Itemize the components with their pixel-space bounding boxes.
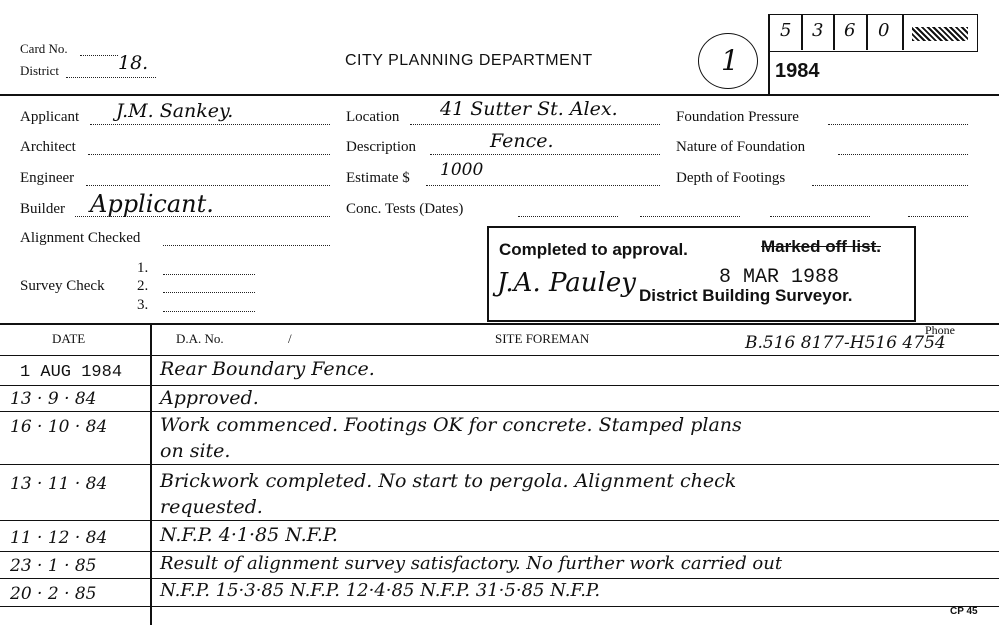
depth-of-footings-label: Depth of Footings [676, 170, 786, 186]
survey-label: Survey Check [20, 278, 105, 294]
description-value: Fence. [490, 130, 554, 152]
row-3-text-cont: on site. [160, 440, 231, 462]
row-4-text-cont: requested. [160, 496, 263, 518]
row-4-date: 13 · 11 · 84 [10, 474, 108, 494]
description-label: Description [346, 139, 416, 155]
row-4-text: Brickwork completed. No start to pergola. Alignment check [160, 470, 737, 492]
row-2-date: 13 · 9 · 84 [10, 389, 97, 409]
foundation-pressure-label: Foundation Pressure [676, 109, 799, 125]
row-5-date: 11 · 12 · 84 [10, 528, 108, 548]
nature-of-foundation-label: Nature of Foundation [676, 139, 806, 155]
row-6-text: Result of alignment survey satisfactory. No further work carried out [160, 553, 783, 574]
estimate-label: Estimate $ [346, 170, 410, 186]
stamp-surveyor-text: District Building Surveyor. [639, 286, 853, 305]
card-digit-1: 5 [780, 20, 792, 41]
stamp-signature: J.A. Pauley [497, 268, 636, 298]
date-header: DATE [52, 331, 86, 346]
survey-item-1: 1. [137, 260, 149, 276]
card-digit-2: 3 [812, 20, 824, 41]
da-header: D.A. No. [176, 331, 224, 346]
applicant-label: Applicant [20, 109, 80, 125]
applicant-value: J.M. Sankey. [116, 100, 234, 122]
conc-tests-label: Conc. Tests (Dates) [346, 201, 464, 217]
district-label: District [20, 63, 59, 78]
row-1-date: 1 AUG 1984 [20, 363, 123, 382]
card-digit-3: 6 [844, 20, 856, 41]
stamp-marked-text: Marked off list. [761, 237, 881, 256]
survey-item-3: 3. [137, 297, 149, 313]
row-1-text: Rear Boundary Fence. [160, 358, 375, 380]
location-value: 41 Sutter St. Alex. [440, 98, 618, 120]
alignment-label: Alignment Checked [20, 230, 141, 246]
struck-out-stamp [912, 27, 968, 41]
stamp-date: 8 MAR 1988 [719, 266, 840, 289]
row-7-text: N.F.P. 15·3·85 N.F.P. 12·4·85 N.F.P. 31·5·85 N.F.P. [160, 580, 601, 601]
builder-label: Builder [20, 201, 65, 217]
circled-number: 1 [698, 33, 758, 89]
row-2-text: Approved. [160, 387, 259, 409]
row-6-date: 23 · 1 · 85 [10, 556, 97, 576]
architect-label: Architect [20, 139, 76, 155]
engineer-label: Engineer [20, 170, 75, 186]
row-3-text: Work commenced. Footings OK for concrete. Stamped plans [160, 414, 742, 436]
completion-stamp [487, 226, 916, 322]
card-no-line [80, 55, 118, 56]
card-digit-4: 0 [878, 20, 890, 41]
stamp-completed-text: Completed to approval. [499, 240, 688, 259]
da-value: / [288, 331, 292, 346]
survey-item-2: 2. [137, 278, 149, 294]
header-divider [0, 94, 999, 96]
site-foreman-header: SITE FOREMAN [495, 331, 590, 346]
location-label: Location [346, 109, 400, 125]
builder-value: Applicant. [90, 190, 214, 218]
row-3-date: 16 · 10 · 84 [10, 417, 108, 437]
form-code: CP 45 [950, 606, 978, 617]
row-7-date: 20 · 2 · 85 [10, 584, 97, 604]
district-line [66, 77, 156, 78]
date-column-divider [150, 323, 152, 625]
row-5-text: N.F.P. 4·1·85 N.F.P. [160, 524, 338, 546]
district-value: 18. [118, 52, 149, 74]
year: 1984 [775, 60, 820, 82]
phone-label: Phone [925, 323, 955, 337]
phone-value: B.516 8177-H516 4754 [745, 333, 946, 353]
card-no-label: Card No. [20, 41, 68, 56]
estimate-value: 1000 [440, 160, 484, 180]
department-title: CITY PLANNING DEPARTMENT [345, 52, 593, 69]
